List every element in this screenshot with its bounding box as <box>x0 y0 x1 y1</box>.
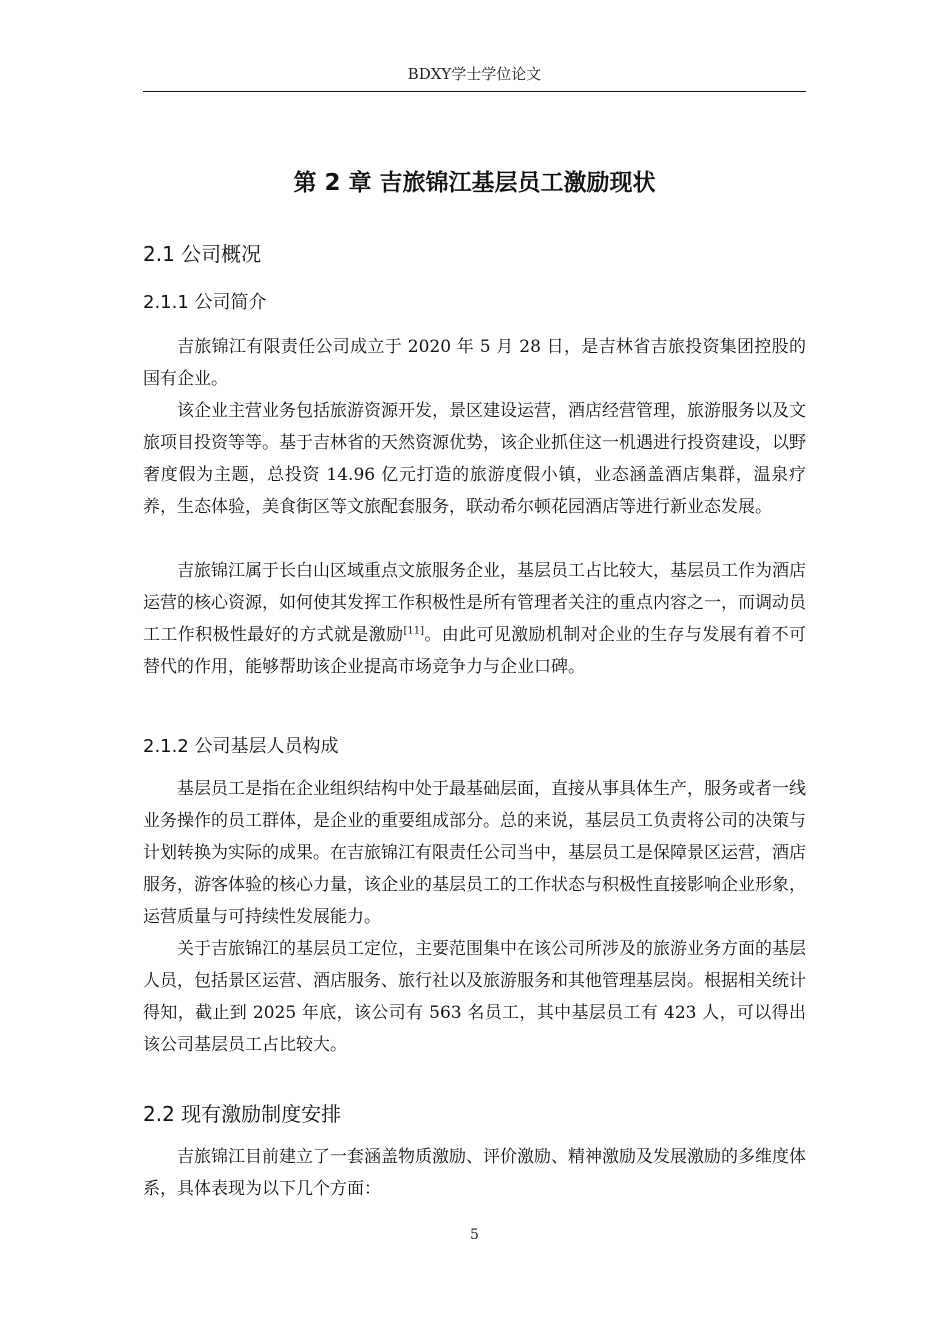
citation-reference: [11] <box>403 625 424 637</box>
paragraph-2-1-2-2: 关于吉旅锦江的基层员工定位，主要范围集中在该公司所涉及的旅游业务方面的基层人员，包括景区运营、酒店服务、旅行社以及旅游服务和其他管理基层岗。根据相关统计得知，截止到 2025 年底，该公司有 563 名员工，其中基层员工有 423 人，可以得出该公司基层员工占比较大。 <box>143 939 806 1055</box>
section-heading-2-1-2: 2.1.2 公司基层人员构成 <box>143 736 339 757</box>
page-number: 5 <box>470 1227 479 1243</box>
section-heading-2-1-1: 2.1.1 公司简介 <box>143 292 267 313</box>
paragraph-2-1-2-1: 基层员工是指在企业组织结构中处于最基础层面，直接从事具体生产，服务或者一线业务操作的员工群体，是企业的重要组成部分。总的来说，基层员工负责将公司的决策与计划转换为实际的成果。在吉旅锦江有限责任公司当中，基层员工是保障景区运营，酒店服务，游客体验的核心力量，该企业的基层员工的工作状态与积极性直接影响企业形象，运营质量与可持续性发展能力。 <box>143 779 806 927</box>
chapter-title: 第 2 章 吉旅锦江基层员工激励现状 <box>293 170 656 196</box>
header-rule <box>143 91 806 92</box>
paragraph-text: 。由此可见激励机制对企业的生存与发展有着不可替代的作用，能够帮助该企业提高市场竞争力与企业口碑。 <box>143 625 807 677</box>
section-heading-2-2: 2.2 现有激励制度安排 <box>143 1102 342 1126</box>
paragraph-2-1-1-1: 吉旅锦江有限责任公司成立于 2020 年 5 月 28 日，是吉林省吉旅投资集团控股的国有企业。 <box>143 337 806 389</box>
paragraph-2-2-1: 吉旅锦江目前建立了一套涵盖物质激励、评价激励、精神激励及发展激励的多维度体系，具体表现为以下几个方面： <box>143 1147 806 1199</box>
paragraph-2-1-1-3 <box>143 555 806 683</box>
paragraph-text: 吉旅锦江属于长白山区域重点文旅服务企业，基层员工占比较大，基层员工作为酒店运营的核心资源，如何使其发挥工作积极性是所有管理者关注的重点内容之一，而调动员工工作积极性最好的方式就是激励 <box>143 561 806 645</box>
paragraph-2-1-1-2: 该企业主营业务包括旅游资源开发，景区建设运营，酒店经营管理，旅游服务以及文旅项目投资等等。基于吉林省的天然资源优势，该企业抓住这一机遇进行投资建设，以野奢度假为主题，总投资 14.96 亿元打造的旅游度假小镇，业态涵盖酒店集群，温泉疗养，生态体验，美食街区等文旅配套服务，联动希尔顿花园酒店等进行新业态发展。 <box>143 401 806 517</box>
running-header: BDXY学士学位论文 <box>407 65 542 83</box>
section-heading-2-1: 2.1 公司概况 <box>143 242 262 266</box>
